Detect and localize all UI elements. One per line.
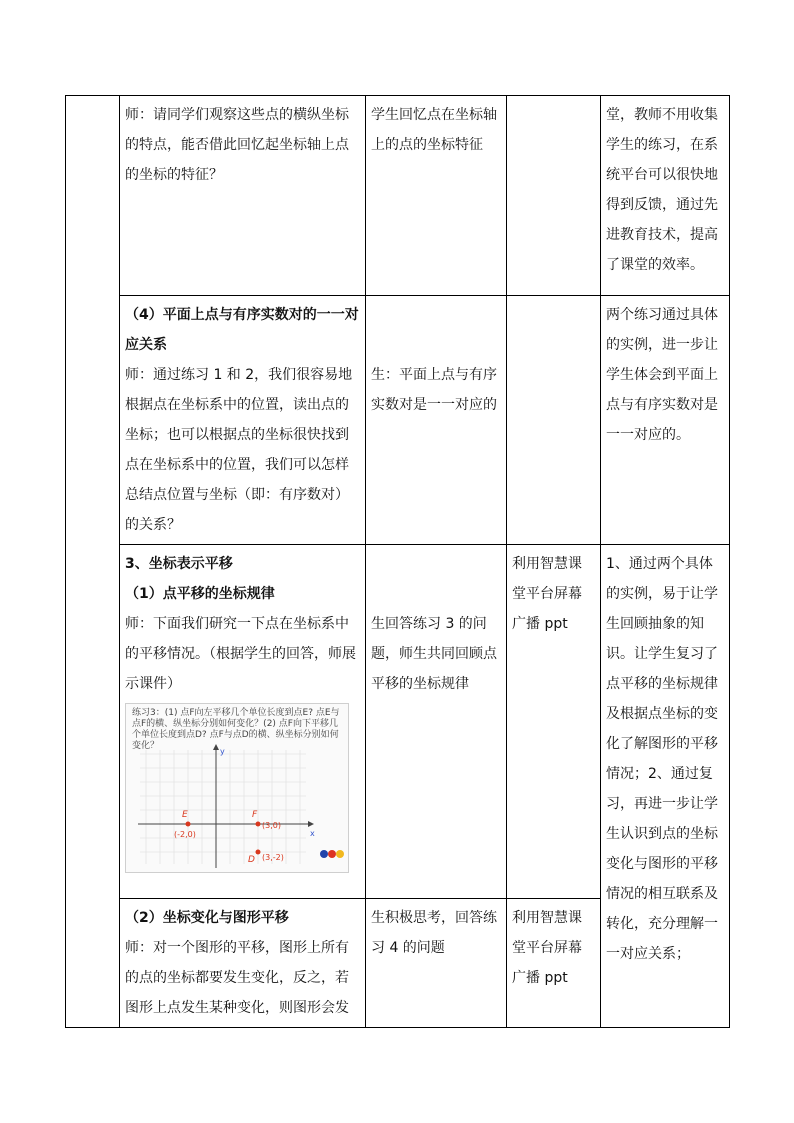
design-intent-cell: 1、通过两个具体的实例，易于让学生回顾抽象的知识。让学生复习了点平移的坐标规律及根据点坐标的变化了解图形的平移情况；2、通过复习，再进一步让学生认识到点的坐标变化与图形的平移情况的相互联系及转化，充分理解一一对应关系； (601, 545, 730, 1028)
design-intent-cell: 堂，教师不用收集学生的练习，在系统平台可以很快地得到反馈，通过先进教育技术，提高了课堂的效率。 (601, 96, 730, 296)
point-f (256, 822, 261, 827)
point-d (256, 850, 261, 855)
technology-cell (507, 296, 601, 545)
point-d-label: D (248, 855, 255, 865)
coordinate-plane (126, 744, 348, 872)
table-row (66, 96, 730, 296)
point-e (186, 822, 191, 827)
x-axis-arrow-icon (308, 821, 314, 827)
teacher-speech: 师：通过练习 1 和 2，我们很容易地根据点在坐标系中的位置，读出点的坐标；也可以根据点的坐标很快找到点在坐标系中的位置，我们可以怎样总结点位置与坐标（即：有序数对）的关系？ (125, 367, 353, 533)
technology-cell: 利用智慧课堂平台屏幕广播 ppt (507, 545, 601, 899)
blank-stage-cell (66, 96, 120, 1028)
section-heading: 3、坐标表示平移 (125, 556, 233, 572)
technology-cell (507, 96, 601, 296)
table-row (66, 545, 730, 899)
point-f-label: F (252, 810, 258, 820)
student-activity-cell: 学生回忆点在坐标轴上的点的坐标特征 (366, 96, 507, 296)
point-e-label: E (182, 810, 188, 820)
lesson-plan-table (65, 95, 730, 1028)
table-row (66, 296, 730, 545)
technology-cell: 利用智慧课堂平台屏幕广播 ppt (507, 899, 601, 1028)
x-axis-label: x (310, 829, 315, 838)
teacher-activity-cell (120, 899, 366, 1028)
teacher-speech: 师：下面我们研究一下点在坐标系中的平移情况。（根据学生的回答，师展示课件） (125, 616, 356, 692)
y-axis-label: y (220, 747, 225, 756)
slide-question-text: 练习3：(1) 点F向左平移几个单位长度到点E? 点E与点F的横、纵坐标分别如何变化？(2) 点F向下平移几个单位长度到点D? 点F与点D的横、纵坐标分别如何变化？ (132, 708, 340, 751)
teacher-speech: 师：对一个图形的平移，图形上所有的点的坐标都要发生变化，反之，若图形上点发生某种变化，则图形会发 (125, 940, 349, 1016)
teacher-activity-cell: 师：请同学们观察这些点的横纵坐标的特点，能否借此回忆起坐标轴上点的坐标的特征？ (120, 96, 366, 296)
point-d-coord: (3,-2) (262, 853, 284, 862)
y-axis-arrow-icon (213, 744, 219, 750)
section-heading: （4）平面上点与有序实数对的一一对应关系 (125, 307, 359, 353)
decorative-dots-icon (320, 850, 344, 858)
point-e-coord: (-2,0) (174, 830, 196, 839)
student-activity-cell: 生：平面上点与有序实数对是一一对应的 (366, 296, 507, 545)
subsection-heading: （2）坐标变化与图形平移 (125, 910, 289, 926)
courseware-slide (125, 703, 349, 873)
student-activity-cell: 生积极思考，回答练习 4 的问题 (366, 899, 507, 1028)
teacher-activity-cell (120, 296, 366, 545)
grid-lines (140, 750, 306, 864)
point-f-coord: (3,0) (262, 821, 281, 830)
teacher-activity-cell (120, 545, 366, 899)
student-activity-cell: 生回答练习 3 的问题，师生共同回顾点平移的坐标规律 (366, 545, 507, 899)
design-intent-cell: 两个练习通过具体的实例，进一步让学生体会到平面上点与有序实数对是一一对应的。 (601, 296, 730, 545)
subsection-heading: （1）点平移的坐标规律 (125, 586, 275, 602)
